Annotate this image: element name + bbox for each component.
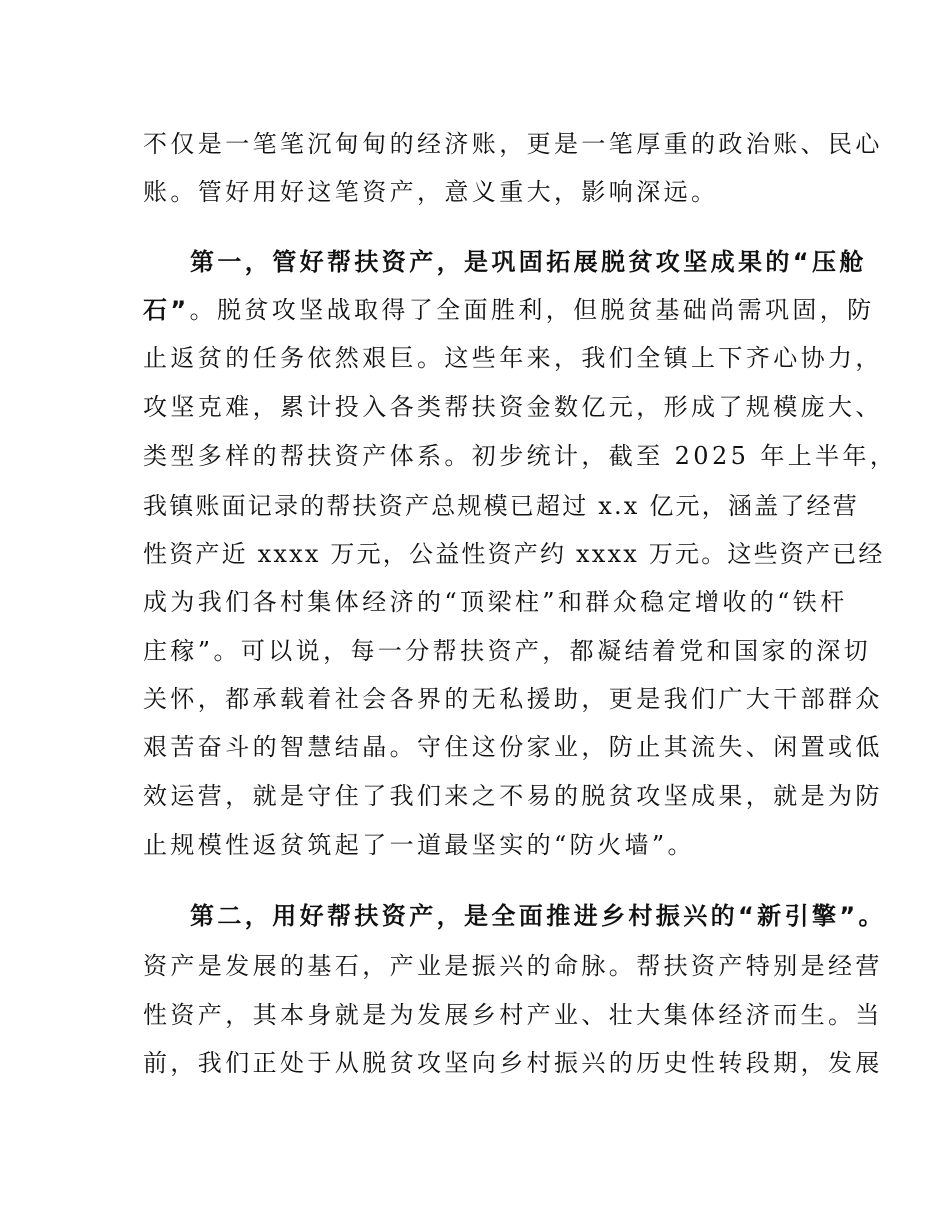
point1-body-line: 我镇账面记录的帮扶资产总规模已超过 x.x 亿元，涵盖了经营 — [143, 492, 859, 520]
point1-body-line: 庄稼”。可以说，每一分帮扶资产，都凝结着党和国家的深切 — [143, 637, 872, 665]
point1-body-line: 止规模性返贫筑起了一道最坚实的“防火墙”。 — [143, 831, 695, 859]
opening-line-2: 账。管好用好这笔资产，意义重大，影响深远。 — [143, 178, 719, 206]
point2-heading: 第二，用好帮扶资产，是全面推进乡村振兴的“新引擎”。 — [190, 902, 886, 930]
point1-body-line: 关怀，都承载着社会各界的无私援助，更是我们广大干部群众 — [143, 685, 883, 713]
point2-body-line: 资产是发展的基石，产业是振兴的命脉。帮扶资产特别是经营 — [143, 952, 883, 980]
point2-body-line: 前，我们正处于从脱贫攻坚向乡村振兴的历史性转段期，发展 — [143, 1049, 883, 1077]
point1-body-line: 效运营，就是守住了我们来之不易的脱贫攻坚成果，就是为防 — [143, 782, 883, 810]
point1-body-start: 。脱贫攻坚战取得了全面胜利，但脱贫基础尚需巩固，防 — [189, 296, 875, 324]
point1-body-line: 攻坚克难，累计投入各类帮扶资金数亿元，形成了规模庞大、 — [143, 393, 883, 421]
point1-body-line: 艰苦奋斗的智慧结晶。守住这份家业，防止其流失、闲置或低 — [143, 733, 883, 761]
point1-body-line: 性资产近 xxxx 万元，公益性资产约 xxxx 万元。这些资产已经 — [143, 540, 885, 568]
point2-body-line: 性资产，其本身就是为发展乡村产业、壮大集体经济而生。当 — [143, 1001, 883, 1029]
point1-body-line: 成为我们各村集体经济的“顶梁柱”和群众稳定增收的“铁杆 — [143, 588, 848, 616]
point1-body-line: 止返贫的任务依然艰巨。这些年来，我们全镇上下齐心协力， — [143, 344, 883, 372]
opening-line-1: 不仅是一笔笔沉甸甸的经济账，更是一笔厚重的政治账、民心 — [143, 130, 883, 158]
point1-body-line: 类型多样的帮扶资产体系。初步统计，截至 2025 年上半年， — [143, 442, 898, 470]
point1-heading-tail: 石” — [143, 296, 190, 324]
point1-heading-line-1: 第一，管好帮扶资产，是巩固拓展脱贫攻坚成果的“压舱 — [190, 248, 867, 276]
point1-heading-line-2 — [143, 294, 875, 326]
